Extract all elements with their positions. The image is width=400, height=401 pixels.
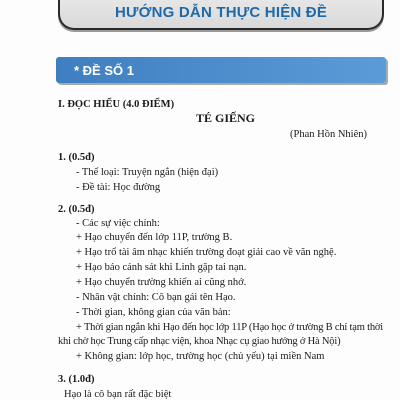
header-banner	[58, 0, 384, 30]
question-2-line: + Hạo trổ tài âm nhạc khiến trường đoạt giải cao về văn nghệ.	[76, 247, 337, 258]
question-2-line: khi chờ học Trung cấp nhạc viện, khoa Nhạc cụ giao hưởng ở Hà Nội)	[58, 336, 341, 347]
question-2-line: + Hạo chuyển trường khiến ai cũng nhớ.	[76, 277, 247, 288]
question-1-line: - Đề tài: Học đường	[76, 182, 161, 193]
section-title: * ĐỀ SỐ 1	[74, 62, 134, 78]
question-2-label: 2. (0.5đ)	[58, 204, 95, 215]
header-title: HƯỚNG DẪN THỰC HIỆN ĐỀ	[114, 3, 328, 21]
section-bar	[56, 57, 386, 83]
part-heading: I. ĐỌC HIỂU (4.0 ĐIỂM)	[58, 99, 175, 110]
question-2-line: - Thời gian, không gian của văn bản:	[76, 307, 231, 318]
question-2-line: - Nhân vật chính: Cô bạn gái tên Hạo.	[76, 292, 236, 303]
question-2-line: + Hạo chuyển đến lớp 11P, trường B.	[76, 232, 233, 243]
question-2-line: + Hạo báo cảnh sát khi Linh gặp tai nạn.	[76, 262, 247, 273]
question-2-line: - Các sự việc chính:	[76, 218, 160, 229]
story-author: (Phan Hồn Nhiên)	[290, 129, 367, 140]
question-1-line: - Thể loại: Truyện ngắn (hiện đại)	[76, 167, 219, 178]
question-3-label: 3. (1.0đ)	[58, 374, 95, 385]
question-3-line: Hạo là cô bạn rất đặc biệt	[64, 389, 172, 400]
question-2-line: + Thời gian ngắn khi Hạo đến học lớp 11P (Hạo học ở trường B chỉ tạm thời	[76, 322, 383, 333]
question-1-label: 1. (0.5đ)	[58, 152, 95, 163]
story-title: TÉ GIẾNG	[196, 111, 256, 125]
question-2-line: + Không gian: lớp học, trường học (chủ yếu) tại miền Nam	[76, 351, 325, 362]
